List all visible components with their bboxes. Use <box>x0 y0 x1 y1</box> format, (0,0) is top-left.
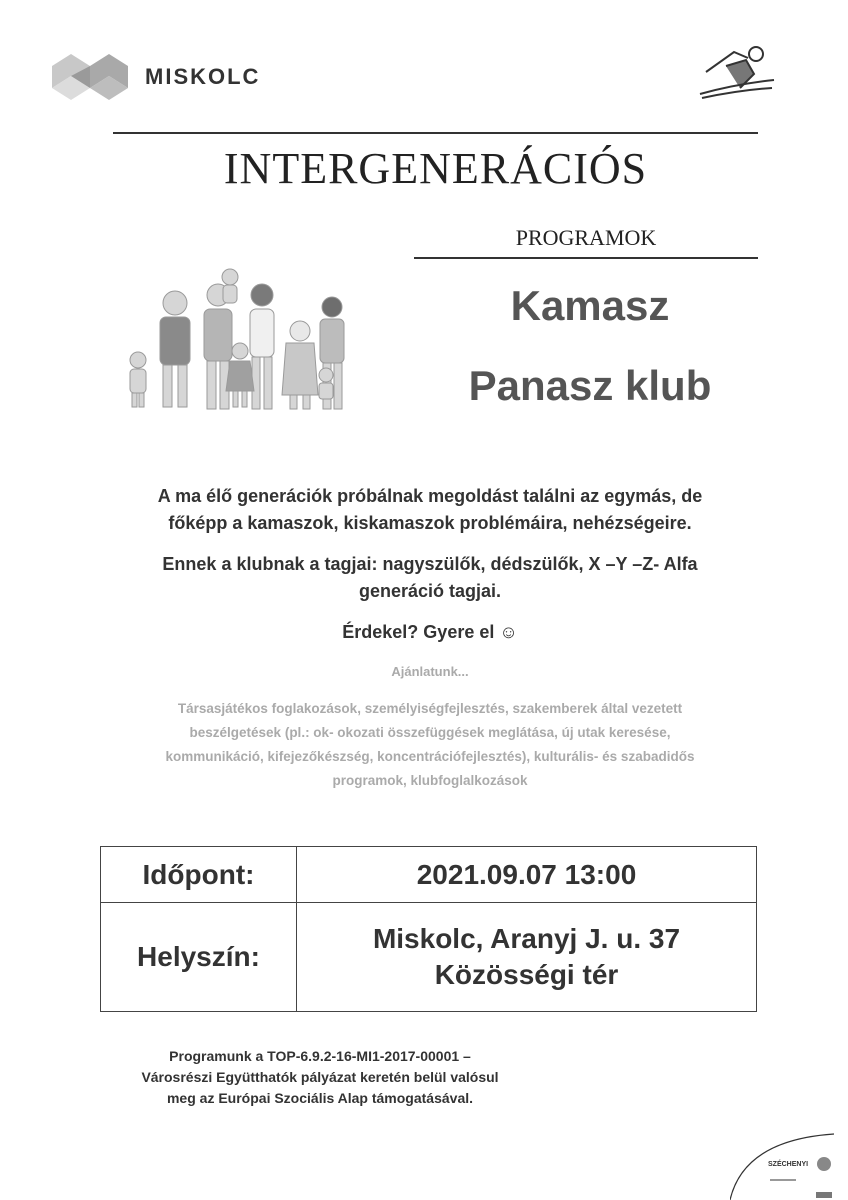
offer-line: programok, klubfoglalkozások <box>332 773 528 788</box>
family-illustration <box>120 265 365 415</box>
miskolc-logo-icon <box>52 52 128 100</box>
funding-line: Programunk a TOP-6.9.2-16-MI1-2017-00001 – <box>169 1048 471 1064</box>
place-value <box>297 903 756 1011</box>
time-label: Időpont: <box>101 847 297 903</box>
funding-line: meg az Európai Szociális Alap támogatásával. <box>166 1090 474 1106</box>
subtitle: PROGRAMOK <box>515 225 657 250</box>
club-name-line2: Panasz klub <box>468 362 712 409</box>
offer-title: Ajánlatunk... <box>391 664 469 679</box>
badge-text: SZÉCHENYI <box>768 1161 809 1168</box>
interest-line: Érdekel? Gyere el ☺ <box>342 622 518 642</box>
sledding-person-icon <box>696 44 776 102</box>
offer-paragraph <box>120 697 740 793</box>
club-name-line1: Kamasz <box>510 282 670 329</box>
intro-paragraph <box>100 483 760 537</box>
offer-line: beszélgetések (pl.: ok- okozati összefüggések meglátása, új utak keresése, <box>189 725 671 740</box>
place-value-line2: Közösségi tér <box>434 959 619 990</box>
intro-line: főképp a kamaszok, kiskamaszok problémáira, nehézségeire. <box>168 513 692 533</box>
members-line: generáció tagjai. <box>358 581 502 601</box>
offer-line: kommunikáció, kifejezőkészség, koncentrációfejlesztés), kulturális- és szabadidős <box>165 749 695 764</box>
subtitle-divider <box>414 257 758 259</box>
logo-text: MISKOLC <box>145 64 261 89</box>
szechenyi-badge-icon <box>730 1130 842 1200</box>
main-title: INTERGENERÁCIÓS <box>223 144 648 193</box>
members-paragraph <box>100 551 760 605</box>
members-line: Ennek a klubnak a tagjai: nagyszülők, dédszülők, X –Y –Z- Alfa <box>162 554 698 574</box>
funding-line: Városrészi Együtthatók pályázat keretén belül valósul <box>141 1069 499 1085</box>
place-label: Helyszín: <box>101 903 297 1011</box>
time-value: 2021.09.07 13:00 <box>297 847 756 903</box>
intro-line: A ma élő generációk próbálnak megoldást találni az egymás, de <box>157 486 703 506</box>
offer-line: Társasjátékos foglakozások, személyiségfejlesztés, szakemberek által vezetett <box>177 701 683 716</box>
event-info-table <box>100 846 757 1012</box>
place-value-line1: Miskolc, Aranyj J. u. 37 <box>372 923 681 954</box>
top-divider <box>113 132 758 134</box>
funding-note <box>90 1046 550 1109</box>
